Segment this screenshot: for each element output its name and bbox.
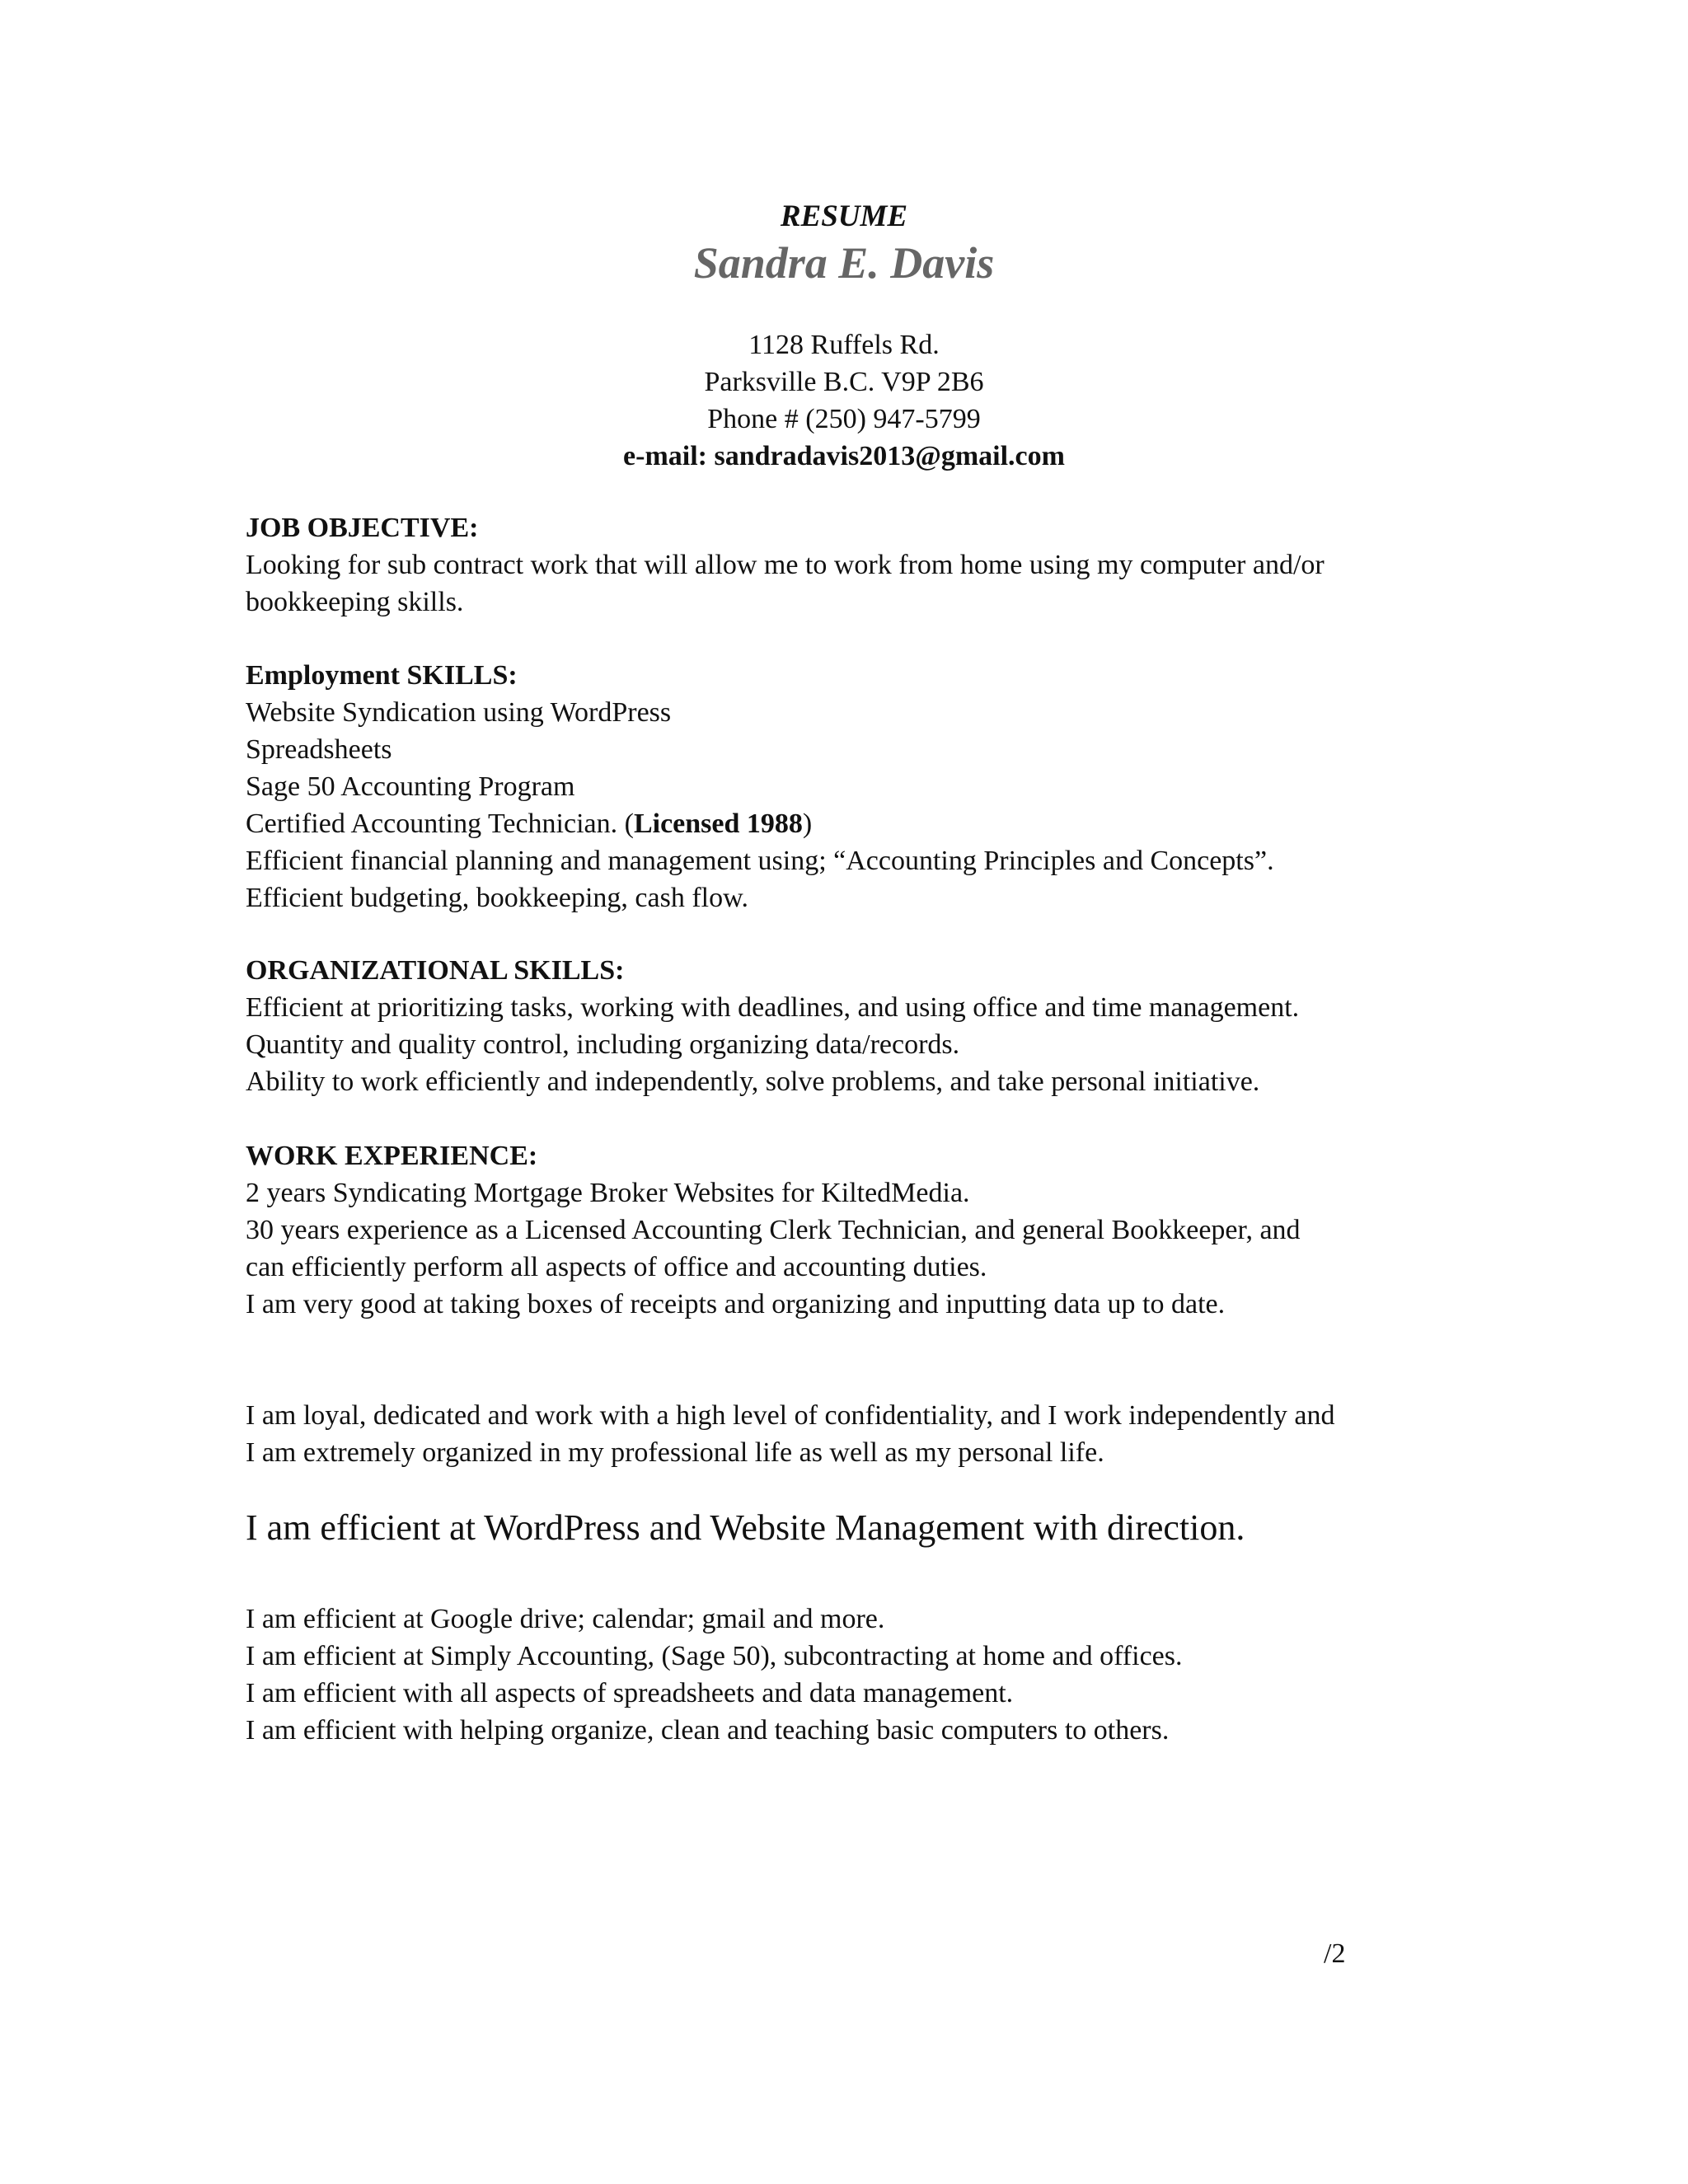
org-skill-line: Efficient at prioritizing tasks, working with deadlines, and using office and time management. [246,992,1300,1023]
skill-line-certified [246,805,1449,842]
efficiencies-section [246,1601,1449,1749]
employment-skills-section [246,657,1449,916]
license-year: Licensed 1988 [633,808,803,839]
objective-line: Looking for sub contract work that will allow me to work from home using my computer and/or [246,550,1325,580]
highlight-line: I am efficient at WordPress and Website Management with direction. [246,1507,1245,1548]
skill-line: Spreadsheets [246,734,392,765]
skill-line: Efficient budgeting, bookkeeping, cash flow. [246,883,748,913]
skill-line: Efficient financial planning and management using; “Accounting Principles and Concepts”. [246,846,1274,876]
personal-line: I am loyal, dedicated and work with a high level of confidentiality, and I work independently and [246,1400,1335,1431]
skill-line: Website Syndication using WordPress [246,697,672,728]
section-title: JOB OBJECTIVE: [246,513,479,543]
street-address: 1128 Ruffels Rd. [748,330,940,360]
section-title: WORK EXPERIENCE: [246,1141,538,1171]
experience-line: 2 years Syndicating Mortgage Broker Websites for KiltedMedia. [246,1178,970,1208]
contact-block [0,326,1688,475]
certified-suffix: ) [802,808,813,839]
org-skill-line: Ability to work efficiently and independently, solve problems, and take personal initiative. [246,1066,1260,1097]
city-postal: Parksville B.C. V9P 2B6 [704,367,984,397]
job-objective-section [246,509,1449,621]
skill-line: Sage 50 Accounting Program [246,771,575,802]
efficiency-line: I am efficient at Google drive; calendar; gmail and more. [246,1604,885,1634]
page-number: /2 [1324,1938,1346,1969]
phone-number: Phone # (250) 947-5799 [707,404,981,434]
work-experience-section [246,1137,1449,1323]
section-title: ORGANIZATIONAL SKILLS: [246,955,625,986]
highlight-statement [246,1505,1449,1551]
efficiency-line: I am efficient at Simply Accounting, (Sage 50), subcontracting at home and offices. [246,1641,1183,1671]
experience-line: 30 years experience as a Licensed Accounting Clerk Technician, and general Bookkeeper, and [246,1215,1301,1245]
efficiency-line: I am efficient with helping organize, clean and teaching basic computers to others. [246,1715,1170,1746]
organizational-skills-section [246,952,1449,1100]
objective-line: bookkeeping skills. [246,587,464,617]
certified-prefix: Certified Accounting Technician. ( [246,808,634,839]
experience-line: I am very good at taking boxes of receipts and organizing and inputting data up to date. [246,1289,1226,1319]
personal-line: I am extremely organized in my professional life as well as my personal life. [246,1437,1104,1468]
section-title: Employment SKILLS: [246,660,518,691]
personal-statement [246,1397,1449,1471]
email-address: e-mail: sandradavis2013@gmail.com [623,441,1065,471]
candidate-name: Sandra E. Davis [693,238,995,288]
resume-label: RESUME [780,199,908,233]
efficiency-line: I am efficient with all aspects of spreadsheets and data management. [246,1678,1014,1708]
org-skill-line: Quantity and quality control, including organizing data/records. [246,1029,960,1060]
experience-line: can efficiently perform all aspects of office and accounting duties. [246,1252,987,1282]
